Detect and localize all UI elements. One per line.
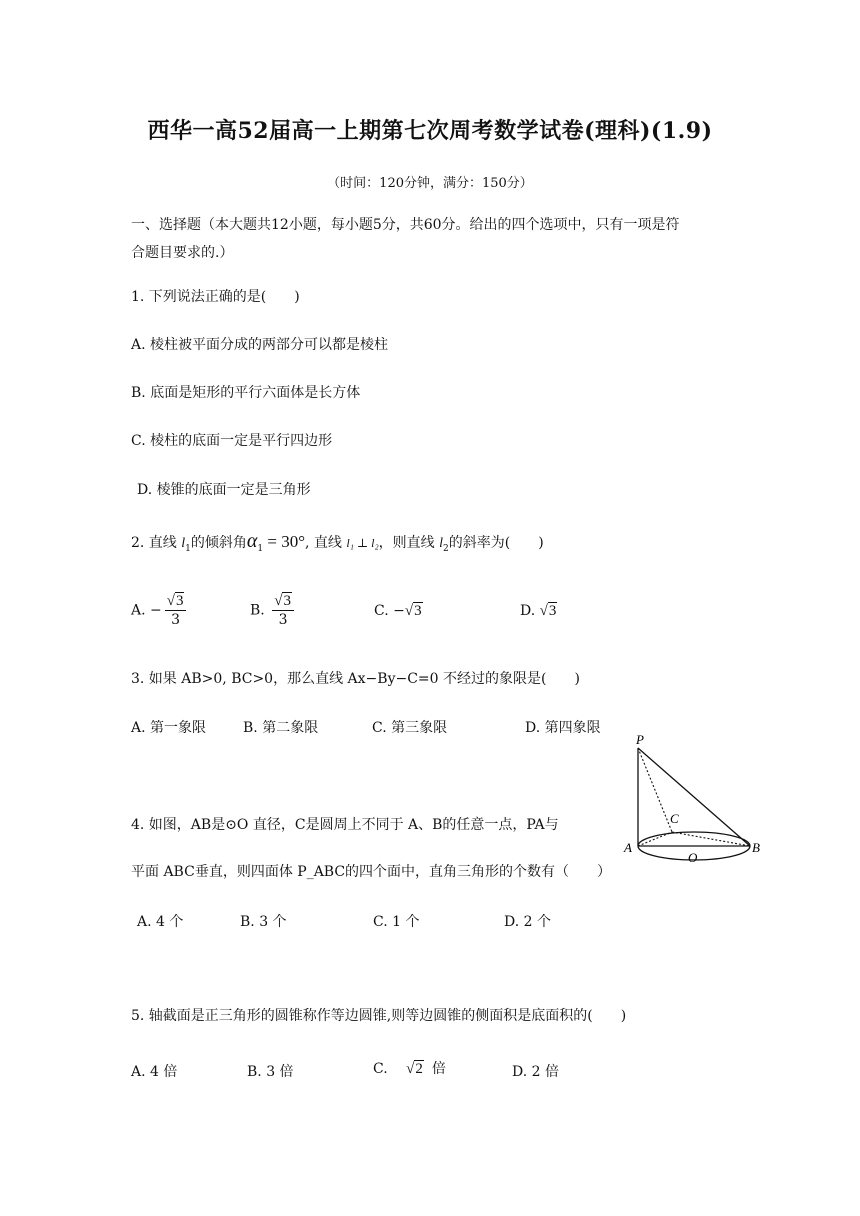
q3-option-b: B. 第二象限 [243,720,319,736]
q1-option-d: D. 棱锥的底面一定是三角形 [137,482,311,498]
q2-l1: l [181,536,186,551]
section-heading-line2: 合题目要求的.） [131,245,234,261]
q1-option-b: B. 底面是矩形的平行六面体是长方体 [131,385,361,401]
q2-d-rad: 3 [548,603,557,619]
q5-option-b: B. 3 倍 [247,1064,294,1080]
q2-a-label: A. [131,602,146,619]
q3-option-a: A. 第一象限 [131,720,207,736]
q2-a-den: 3 [171,612,181,628]
q2-c-rad: 3 [414,603,422,619]
q2-stem-c: , 直线 [305,535,347,551]
q2-stem-a: 2. 直线 [131,535,182,551]
q2-a-num: 3 [175,593,184,609]
q1-stem: 1. 下列说法正确的是( ) [131,289,300,305]
q2-option-b [250,592,297,629]
q2-perp: l₁ ⊥ l₂ [346,536,379,550]
section-heading-line1: 一、选择题（本大题共12小题，每小题5分，共60分。给出的四个选项中，只有一项是符 [131,217,680,233]
q4-option-a: A. 4 个 [137,914,184,930]
label-c: C [670,811,679,826]
q3-option-c: C. 第三象限 [372,720,448,736]
q2-stem-d: ，则直线 [378,535,440,551]
q1-option-a: A. 棱柱被平面分成的两部分可以都是棱柱 [131,337,389,353]
edge-pb [638,748,750,846]
q5-stem: 5. 轴截面是正三角形的圆锥称作等边圆锥,则等边圆锥的侧面积是底面积的( ) [131,1008,627,1024]
q2-option-a [131,592,189,629]
q2-l1-sub: 1 [185,543,191,554]
q2-option-d: D. √3 [520,603,557,619]
q2-d-label: D. [520,603,536,619]
q2-stem [131,530,544,560]
q2-l2-sub: 2 [443,543,449,554]
q1-option-c: C. 棱柱的底面一定是平行四边形 [131,433,333,449]
q2-stem-b: 的倾斜角 [190,535,247,551]
q2-c-sign: − [393,603,405,619]
label-b: B [752,840,760,855]
q2-b-den: 3 [278,612,288,628]
q2-a-sign: − [150,602,162,619]
q5-option-d: D. 2 倍 [512,1064,559,1080]
q2-option-c: C. −√3 [374,603,422,619]
page-title: 西华一高52届高一上期第七次周考数学试卷(理科)(1.9) [147,118,713,144]
label-p: P [636,732,644,747]
q2-a-fraction: $\frac{√3}{3}$ [165,592,187,629]
exam-info: （时间：120分钟，满分：150分） [327,176,533,191]
label-a: A [624,840,632,855]
q2-stem-e: 的斜率为( ) [448,535,544,551]
q5-c-label: C. [373,1061,388,1077]
q2-b-num: 3 [283,593,291,609]
q5-option-c: C. √2 倍 [373,1061,446,1077]
q2-alpha-value: = 30° [263,532,306,551]
q3-option-d: D. 第四象限 [525,720,601,736]
q2-c-label: C. [374,603,389,619]
q2-alpha: α [246,530,258,552]
q4-option-d: D. 2 个 [504,914,551,930]
q3-stem: 3. 如果 AB>0, BC>0，那么直线 Ax−By−C=0 不经过的象限是( ) [131,671,580,687]
label-o: O [688,850,698,865]
q4-stem-line2: 平面 ABC垂直，则四面体 P_ABC的四个面中，直角三角形的个数有（ ） [131,864,612,880]
edge-cb [672,832,750,846]
edge-pc [638,748,672,832]
q2-b-fraction: $\frac{√3}{3}$ [272,592,294,629]
q4-stem-line1: 4. 如图，AB是⊙O 直径，C是圆周上不同于 A、B的任意一点，PA与 [131,817,559,833]
q5-c-rad: 2 [415,1061,423,1077]
q5-option-a: A. 4 倍 [131,1064,178,1080]
q4-figure-cone [618,728,768,878]
q4-option-c: C. 1 个 [373,914,420,930]
q4-option-b: B. 3 个 [240,914,287,930]
q5-c-unit: 倍 [431,1061,446,1077]
q2-b-label: B. [250,602,265,619]
q2-l2: l [439,536,444,551]
q2-alpha-sub: 1 [257,543,264,554]
